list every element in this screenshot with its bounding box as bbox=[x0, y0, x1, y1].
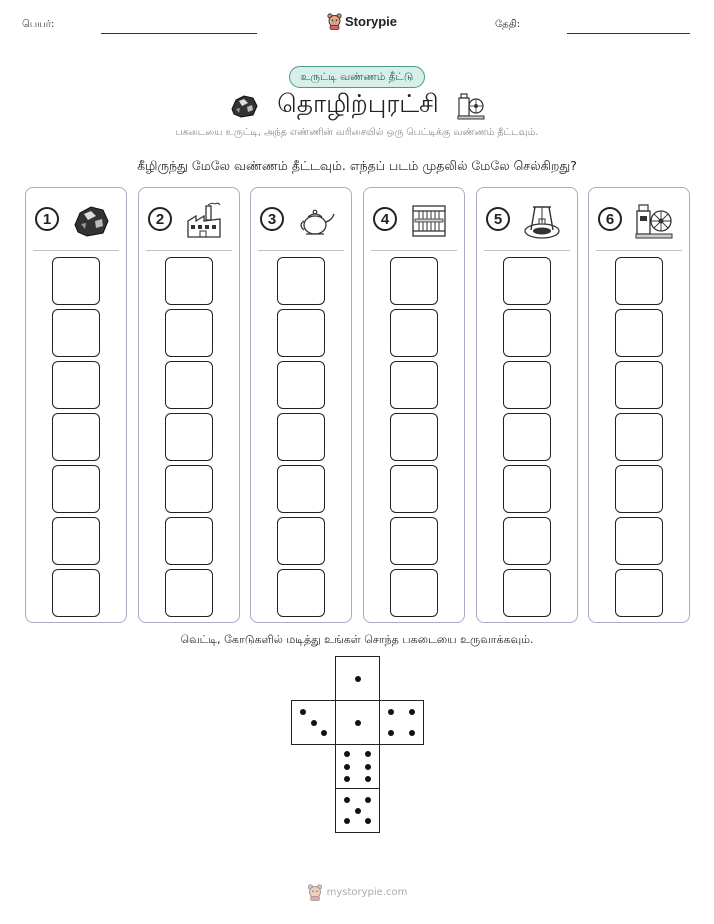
color-box[interactable] bbox=[277, 257, 325, 305]
column-5 bbox=[476, 187, 578, 623]
die-pip bbox=[344, 797, 350, 803]
die-pip bbox=[365, 818, 371, 824]
column-2 bbox=[138, 187, 240, 623]
page-title: தொழிற்புரட்சி bbox=[277, 89, 439, 118]
column-divider bbox=[33, 250, 119, 251]
die-pip bbox=[344, 818, 350, 824]
column-number: 5 bbox=[486, 207, 510, 231]
die-pip bbox=[409, 730, 415, 736]
teapot-icon bbox=[296, 201, 336, 241]
color-box[interactable] bbox=[503, 309, 551, 357]
column-number: 2 bbox=[148, 207, 172, 231]
footer-url: mystorypie.com bbox=[326, 887, 408, 898]
color-box[interactable] bbox=[52, 465, 100, 513]
die-face bbox=[335, 788, 380, 833]
color-box[interactable] bbox=[277, 569, 325, 617]
die-pip bbox=[344, 751, 350, 757]
color-box[interactable] bbox=[615, 465, 663, 513]
die-pip bbox=[388, 730, 394, 736]
color-box[interactable] bbox=[503, 257, 551, 305]
color-box[interactable] bbox=[52, 569, 100, 617]
color-box[interactable] bbox=[277, 517, 325, 565]
date-label: தேதி: bbox=[495, 19, 521, 30]
coal-icon bbox=[71, 201, 111, 241]
color-box[interactable] bbox=[503, 517, 551, 565]
die-pip bbox=[365, 776, 371, 782]
column-number: 1 bbox=[35, 207, 59, 231]
die-pip bbox=[311, 720, 317, 726]
die-face bbox=[291, 700, 336, 745]
color-box[interactable] bbox=[52, 517, 100, 565]
color-box[interactable] bbox=[277, 413, 325, 461]
die-pip bbox=[365, 751, 371, 757]
instruction: கீழிருந்து மேலே வண்ணம் தீட்டவும். எந்தப் படம் முதலில் மேலே செல்கிறது? bbox=[137, 158, 577, 173]
column-number: 4 bbox=[373, 207, 397, 231]
color-box[interactable] bbox=[390, 257, 438, 305]
brand-name: Storypie bbox=[345, 14, 398, 29]
die-face bbox=[335, 656, 380, 701]
die-face bbox=[335, 700, 380, 745]
die-face bbox=[379, 700, 424, 745]
brand-logo bbox=[327, 13, 397, 30]
coal-icon bbox=[229, 93, 259, 119]
storypie-mascot-icon bbox=[307, 884, 323, 901]
color-box[interactable] bbox=[615, 569, 663, 617]
color-box[interactable] bbox=[52, 413, 100, 461]
column-divider bbox=[146, 250, 232, 251]
die-pip bbox=[388, 709, 394, 715]
loom-icon bbox=[409, 201, 449, 241]
die-pip bbox=[355, 808, 361, 814]
column-number: 3 bbox=[260, 207, 284, 231]
color-box[interactable] bbox=[277, 465, 325, 513]
color-box[interactable] bbox=[390, 569, 438, 617]
die-pip bbox=[344, 764, 350, 770]
color-box[interactable] bbox=[503, 413, 551, 461]
color-box[interactable] bbox=[165, 517, 213, 565]
column-divider bbox=[258, 250, 344, 251]
column-number: 6 bbox=[598, 207, 622, 231]
color-box[interactable] bbox=[52, 257, 100, 305]
color-box[interactable] bbox=[165, 361, 213, 409]
cutout-instruction: வெட்டி, கோடுகளில் மடித்து உங்கள் சொந்த பகடையை உருவாக்கவும். bbox=[180, 633, 534, 646]
color-box[interactable] bbox=[52, 361, 100, 409]
die-face bbox=[335, 744, 380, 789]
footer bbox=[0, 884, 714, 901]
date-line[interactable] bbox=[567, 33, 690, 34]
color-box[interactable] bbox=[165, 413, 213, 461]
column-3 bbox=[250, 187, 352, 623]
color-box[interactable] bbox=[390, 465, 438, 513]
name-line[interactable] bbox=[101, 33, 257, 34]
die-pip bbox=[365, 797, 371, 803]
column-1 bbox=[25, 187, 127, 623]
die-pip bbox=[365, 764, 371, 770]
color-box[interactable] bbox=[165, 257, 213, 305]
color-box[interactable] bbox=[390, 361, 438, 409]
color-box[interactable] bbox=[165, 569, 213, 617]
die-pip bbox=[409, 709, 415, 715]
activity-badge: உருட்டி வண்ணம் தீட்டு bbox=[289, 66, 425, 88]
color-box[interactable] bbox=[503, 465, 551, 513]
color-box[interactable] bbox=[165, 309, 213, 357]
color-box[interactable] bbox=[503, 569, 551, 617]
color-box[interactable] bbox=[390, 517, 438, 565]
color-box[interactable] bbox=[615, 309, 663, 357]
color-box[interactable] bbox=[390, 309, 438, 357]
name-label: பெயர்: bbox=[22, 19, 55, 30]
die-pip bbox=[344, 776, 350, 782]
color-box[interactable] bbox=[277, 361, 325, 409]
color-box[interactable] bbox=[277, 309, 325, 357]
column-divider bbox=[596, 250, 682, 251]
steam-engine-icon bbox=[457, 92, 485, 120]
color-box[interactable] bbox=[503, 361, 551, 409]
subtitle: பகடையை உருட்டி, அந்த எண்ணின் வரிசையில் ஒரு பெட்டிக்கு வண்ணம் தீட்டவும். bbox=[175, 127, 539, 138]
color-box[interactable] bbox=[165, 465, 213, 513]
steam-engine-icon bbox=[634, 201, 674, 241]
coal-mine-well-icon bbox=[522, 201, 562, 241]
color-box[interactable] bbox=[52, 309, 100, 357]
color-box[interactable] bbox=[390, 413, 438, 461]
storypie-mascot-icon bbox=[327, 13, 342, 30]
column-4 bbox=[363, 187, 465, 623]
color-box[interactable] bbox=[615, 361, 663, 409]
column-divider bbox=[371, 250, 457, 251]
color-box[interactable] bbox=[615, 257, 663, 305]
title-row bbox=[0, 89, 714, 122]
factory-icon bbox=[184, 201, 224, 241]
color-box[interactable] bbox=[615, 413, 663, 461]
color-box[interactable] bbox=[615, 517, 663, 565]
die-pip bbox=[321, 730, 327, 736]
die-pip bbox=[300, 709, 306, 715]
die-pip bbox=[355, 676, 361, 682]
die-pip bbox=[355, 720, 361, 726]
column-divider bbox=[484, 250, 570, 251]
column-6 bbox=[588, 187, 690, 623]
